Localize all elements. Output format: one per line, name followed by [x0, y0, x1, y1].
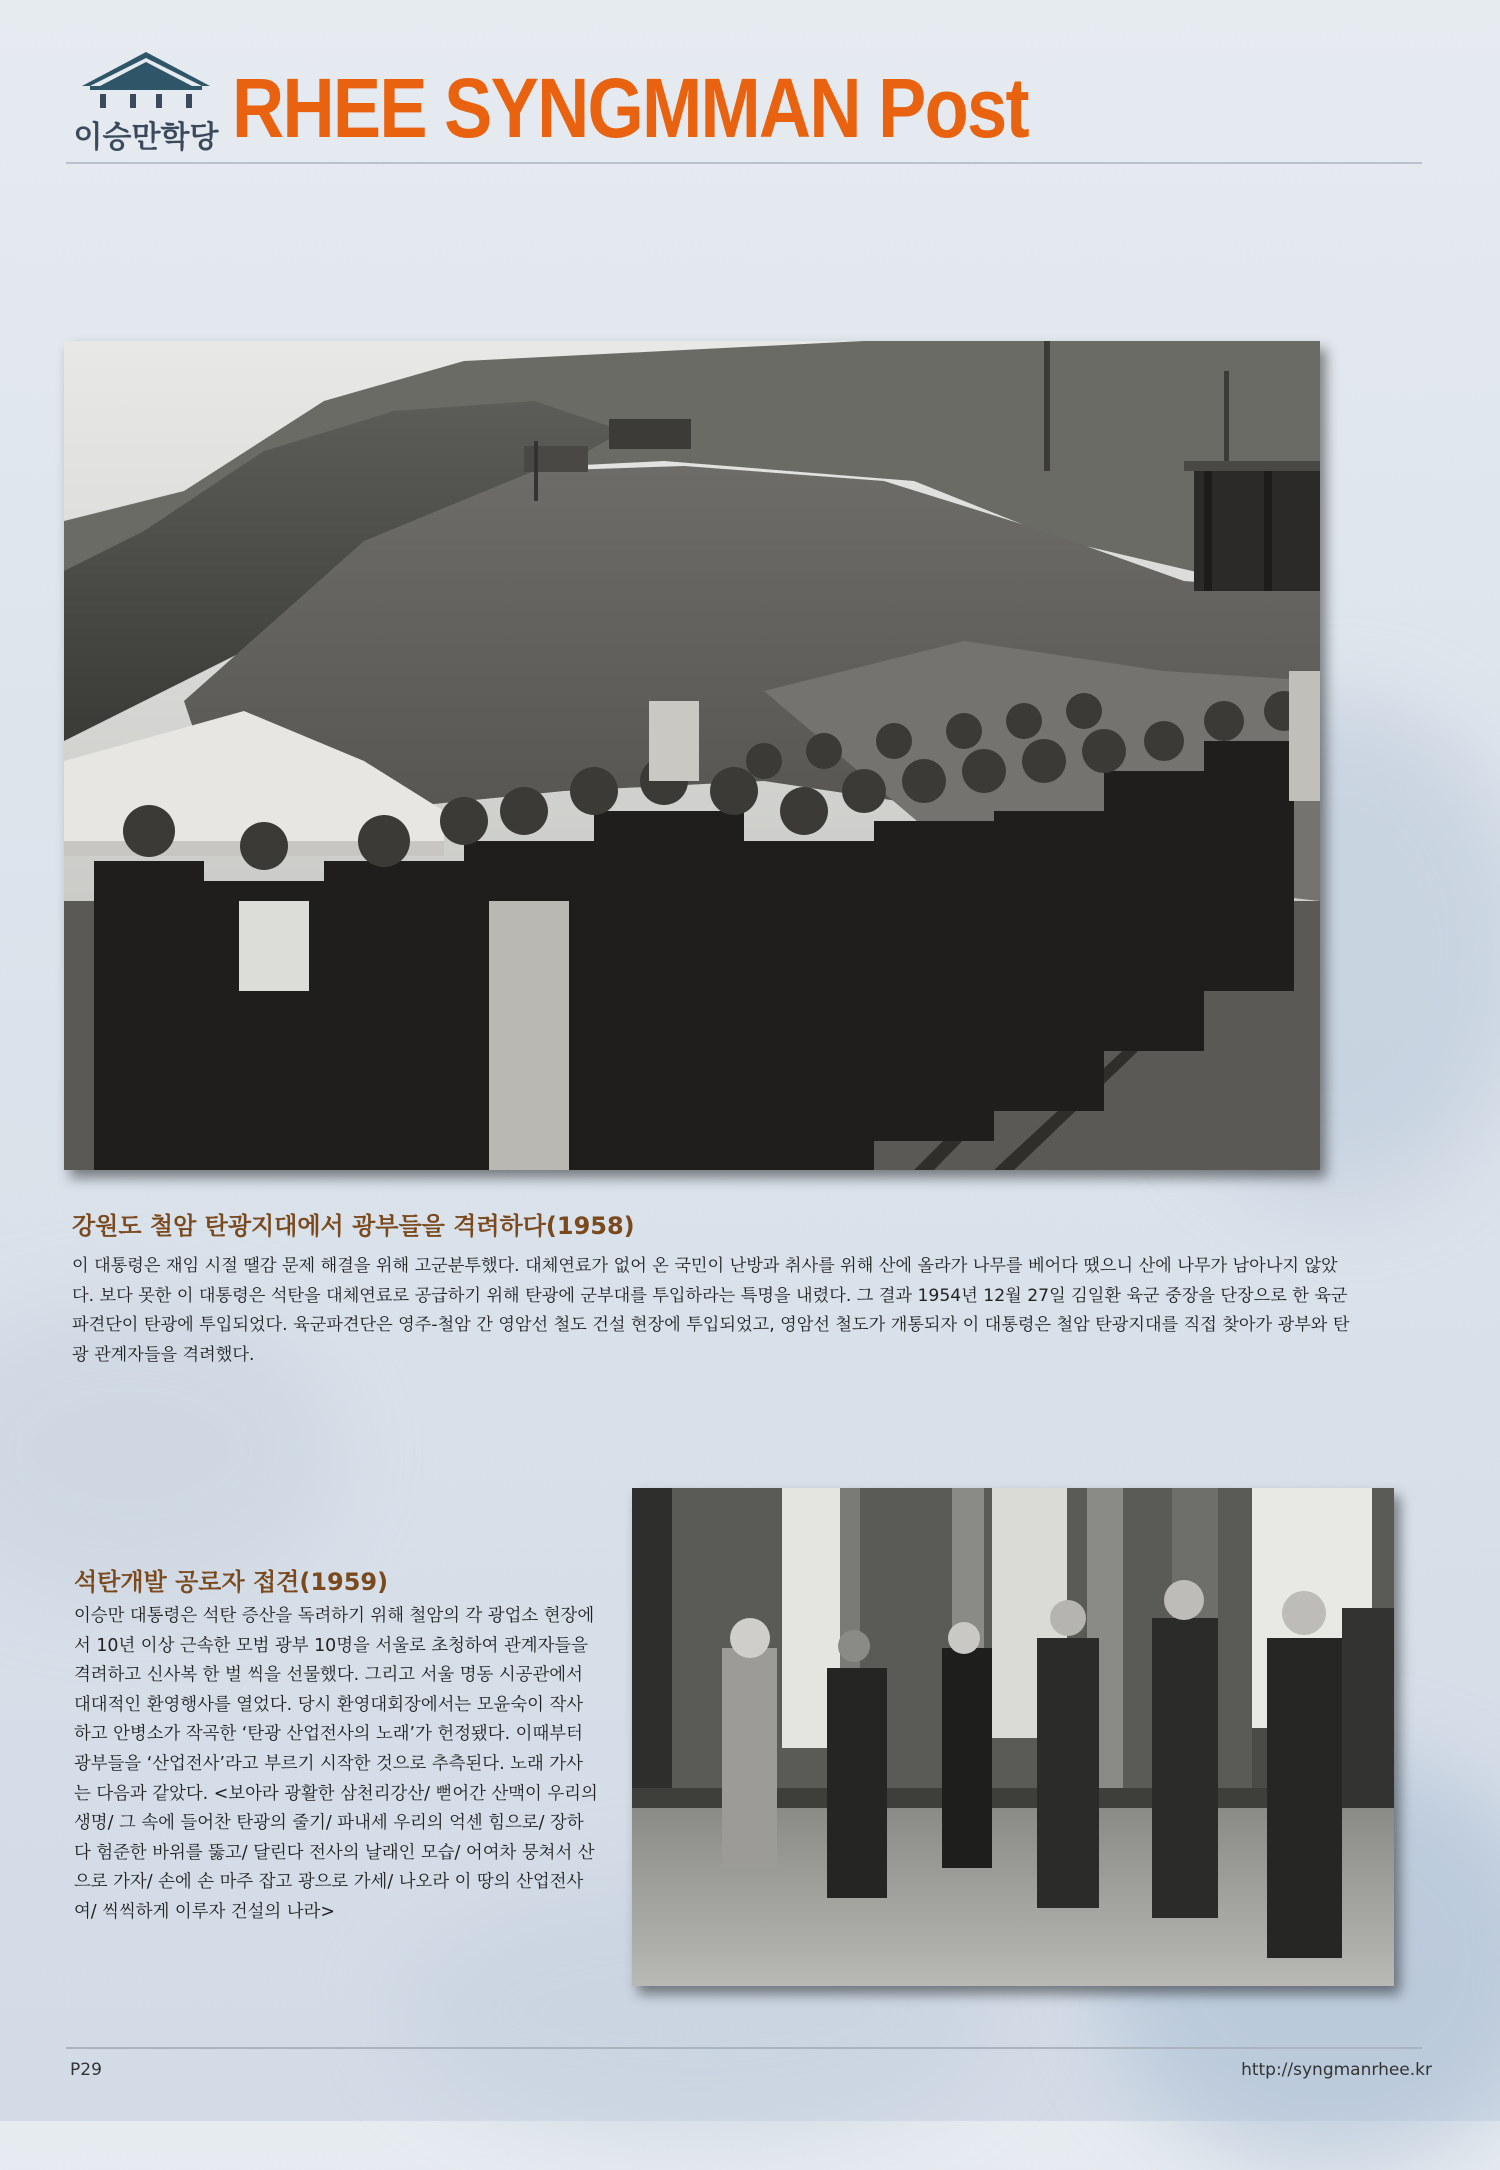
logo-text: 이승만학당	[73, 120, 219, 155]
footer-divider	[66, 2047, 1422, 2049]
page-number: P29	[70, 2060, 102, 2080]
reception-photo	[632, 1488, 1394, 1986]
website-link[interactable]: http://syngmanrhee.kr	[1241, 2060, 1432, 2080]
header-divider	[66, 162, 1422, 164]
article-2-title: 석탄개발 공로자 접견(1959)	[74, 1568, 389, 1596]
article-2-body: 이승만 대통령은 석탄 증산을 독려하기 위해 철암의 각 광업소 현장에서 10년 이상 근속한 모범 광부 10명을 서울로 초청하여 관계자들을 격려하고 신사복 한 벌 씩을 선물했다. 그리고 서울 명동 시공관에서 대대적인 환영행사를 열었다. 당시 환영대회장에서는 모윤숙이 작사하고 안병소가 작곡한 ‘탄광 산업전사의 노래’가 헌정됐다. 이때부터 광부들을 ‘산업전사’라고 부르기 시작한 것으로 추측된다. 노래 가사는 다음과 같았다. <보아라 광활한 삼천리강산/ 뻗어간 산맥이 우리의 생명/ 그 속에 들어찬 탄광의 줄기/ 파내세 우리의 억센 힘으로/ 장하다 험준한 바위를 뚫고/ 달린다 전사의 날래인 모습/ 어여차 뭉쳐서 산으로 가자/ 손에 손 마주 잡고 광으로 가세/ 나오라 이 땅의 산업전사여/ 씩씩하게 이루자 건설의 나라>	[74, 1606, 598, 1922]
article-1-body: 이 대통령은 재임 시절 땔감 문제 해결을 위해 고군분투했다. 대체연료가 없어 온 국민이 난방과 취사를 위해 산에 올라가 나무를 베어다 땠으니 산에 나무가 남아나지 않았다. 보다 못한 이 대통령은 석탄을 대체연료로 공급하기 위해 탄광에 군부대를 투입하라는 특명을 내렸다. 그 결과 1954년 12월 27일 김일환 육군 중장을 단장으로 한 육군파견단이 탄광에 투입되었다. 육군파견단은 영주-철암 간 영암선 철도 건설 현장에 투입되었고, 영암선 철도가 개통되자 이 대통령은 철암 탄광지대를 직접 찾아가 광부와 탄광 관계자들을 격려했다.	[72, 1256, 1350, 1365]
page-title: RHEE SYNGMMAN Post	[232, 61, 1028, 155]
house-logo-icon	[66, 48, 226, 112]
article-1-title: 강원도 철암 탄광지대에서 광부들을 격려하다(1958)	[72, 1212, 635, 1240]
coal-mine-photo	[64, 341, 1320, 1170]
logo	[66, 48, 226, 158]
